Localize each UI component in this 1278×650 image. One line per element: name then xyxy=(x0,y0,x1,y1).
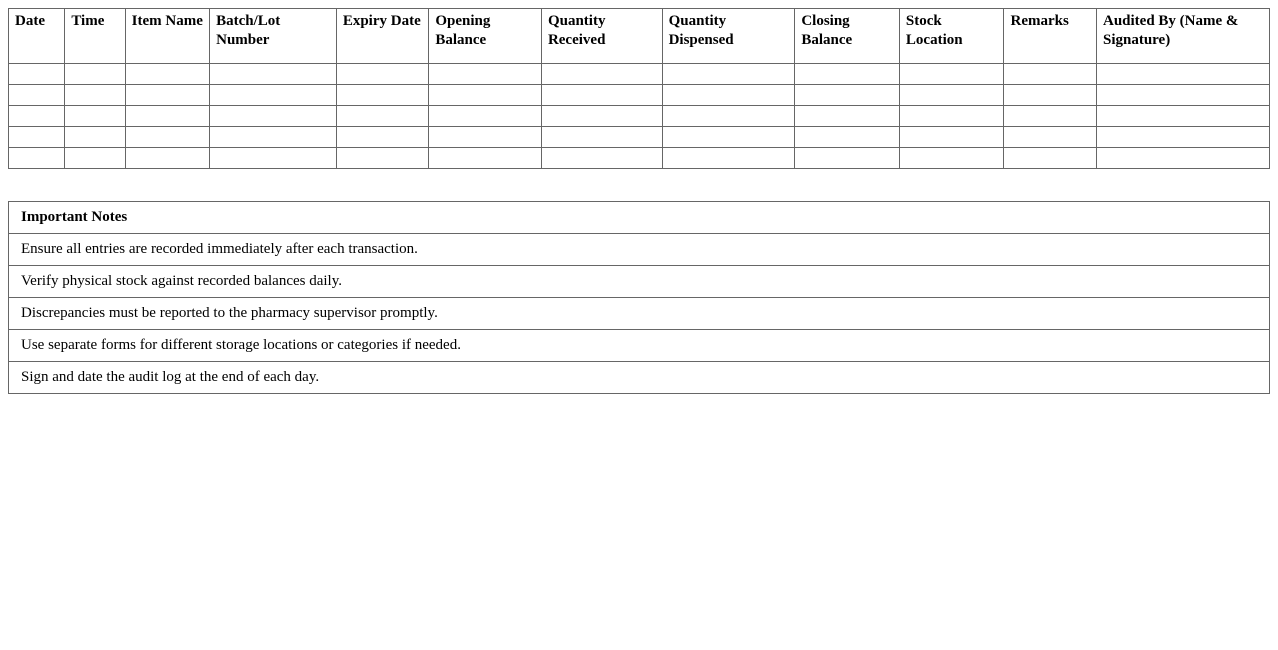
column-header-expiry-date: Expiry Date xyxy=(336,9,429,64)
cell-remarks[interactable] xyxy=(1004,106,1097,127)
cell-remarks[interactable] xyxy=(1004,85,1097,106)
cell-opening-balance[interactable] xyxy=(429,148,542,169)
cell-item-name[interactable] xyxy=(125,148,209,169)
cell-stock-location[interactable] xyxy=(899,85,1004,106)
table-row[interactable] xyxy=(9,64,1270,85)
cell-stock-location[interactable] xyxy=(899,106,1004,127)
column-header-closing-balance: Closing Balance xyxy=(795,9,900,64)
note-row xyxy=(9,362,1270,394)
table-row[interactable] xyxy=(9,106,1270,127)
cell-quantity-dispensed[interactable] xyxy=(662,85,795,106)
notes-title-row xyxy=(9,202,1270,234)
column-header-stock-location: Stock Location xyxy=(899,9,1004,64)
note-row xyxy=(9,330,1270,362)
cell-quantity-dispensed[interactable] xyxy=(662,127,795,148)
stock-audit-log-table xyxy=(8,8,1270,169)
cell-audited-by[interactable] xyxy=(1096,148,1269,169)
column-header-opening-balance: Opening Balance xyxy=(429,9,542,64)
cell-item-name[interactable] xyxy=(125,127,209,148)
cell-date[interactable] xyxy=(9,106,65,127)
column-header-audited-by: Audited By (Name & Signature) xyxy=(1096,9,1269,64)
cell-closing-balance[interactable] xyxy=(795,85,900,106)
cell-closing-balance[interactable] xyxy=(795,127,900,148)
cell-expiry-date[interactable] xyxy=(336,127,429,148)
cell-closing-balance[interactable] xyxy=(795,148,900,169)
cell-closing-balance[interactable] xyxy=(795,64,900,85)
cell-date[interactable] xyxy=(9,127,65,148)
cell-stock-location[interactable] xyxy=(899,64,1004,85)
column-header-quantity-received: Quantity Received xyxy=(541,9,662,64)
cell-expiry-date[interactable] xyxy=(336,85,429,106)
cell-date[interactable] xyxy=(9,148,65,169)
cell-batch-lot-number[interactable] xyxy=(210,148,337,169)
cell-expiry-date[interactable] xyxy=(336,106,429,127)
note-item: Discrepancies must be reported to the pharmacy supervisor promptly. xyxy=(9,298,1270,330)
note-item: Ensure all entries are recorded immediately after each transaction. xyxy=(9,234,1270,266)
cell-batch-lot-number[interactable] xyxy=(210,127,337,148)
cell-audited-by[interactable] xyxy=(1096,127,1269,148)
note-item: Use separate forms for different storage locations or categories if needed. xyxy=(9,330,1270,362)
cell-date[interactable] xyxy=(9,64,65,85)
cell-audited-by[interactable] xyxy=(1096,106,1269,127)
cell-quantity-received[interactable] xyxy=(541,127,662,148)
cell-quantity-dispensed[interactable] xyxy=(662,106,795,127)
cell-opening-balance[interactable] xyxy=(429,85,542,106)
cell-item-name[interactable] xyxy=(125,106,209,127)
column-header-remarks: Remarks xyxy=(1004,9,1097,64)
cell-audited-by[interactable] xyxy=(1096,64,1269,85)
cell-time[interactable] xyxy=(65,148,125,169)
column-header-batch-lot-number: Batch/Lot Number xyxy=(210,9,337,64)
table-row[interactable] xyxy=(9,148,1270,169)
cell-stock-location[interactable] xyxy=(899,127,1004,148)
important-notes-table xyxy=(8,201,1270,394)
cell-quantity-received[interactable] xyxy=(541,148,662,169)
cell-remarks[interactable] xyxy=(1004,64,1097,85)
notes-title: Important Notes xyxy=(9,202,1270,234)
cell-remarks[interactable] xyxy=(1004,148,1097,169)
cell-quantity-dispensed[interactable] xyxy=(662,64,795,85)
cell-date[interactable] xyxy=(9,85,65,106)
cell-time[interactable] xyxy=(65,127,125,148)
column-header-quantity-dispensed: Quantity Dispensed xyxy=(662,9,795,64)
column-header-date: Date xyxy=(9,9,65,64)
cell-stock-location[interactable] xyxy=(899,148,1004,169)
cell-expiry-date[interactable] xyxy=(336,64,429,85)
cell-time[interactable] xyxy=(65,64,125,85)
cell-opening-balance[interactable] xyxy=(429,64,542,85)
note-item: Verify physical stock against recorded balances daily. xyxy=(9,266,1270,298)
cell-expiry-date[interactable] xyxy=(336,148,429,169)
cell-quantity-received[interactable] xyxy=(541,64,662,85)
note-row xyxy=(9,298,1270,330)
cell-time[interactable] xyxy=(65,106,125,127)
cell-closing-balance[interactable] xyxy=(795,106,900,127)
cell-batch-lot-number[interactable] xyxy=(210,85,337,106)
cell-time[interactable] xyxy=(65,85,125,106)
cell-quantity-received[interactable] xyxy=(541,85,662,106)
table-row[interactable] xyxy=(9,127,1270,148)
section-spacer xyxy=(8,169,1270,201)
cell-item-name[interactable] xyxy=(125,64,209,85)
note-item: Sign and date the audit log at the end of each day. xyxy=(9,362,1270,394)
table-row[interactable] xyxy=(9,85,1270,106)
cell-quantity-received[interactable] xyxy=(541,106,662,127)
cell-batch-lot-number[interactable] xyxy=(210,106,337,127)
cell-item-name[interactable] xyxy=(125,85,209,106)
note-row xyxy=(9,234,1270,266)
cell-remarks[interactable] xyxy=(1004,127,1097,148)
table-header-row xyxy=(9,9,1270,64)
column-header-time: Time xyxy=(65,9,125,64)
cell-quantity-dispensed[interactable] xyxy=(662,148,795,169)
cell-opening-balance[interactable] xyxy=(429,106,542,127)
note-row xyxy=(9,266,1270,298)
cell-opening-balance[interactable] xyxy=(429,127,542,148)
cell-audited-by[interactable] xyxy=(1096,85,1269,106)
cell-batch-lot-number[interactable] xyxy=(210,64,337,85)
column-header-item-name: Item Name xyxy=(125,9,209,64)
